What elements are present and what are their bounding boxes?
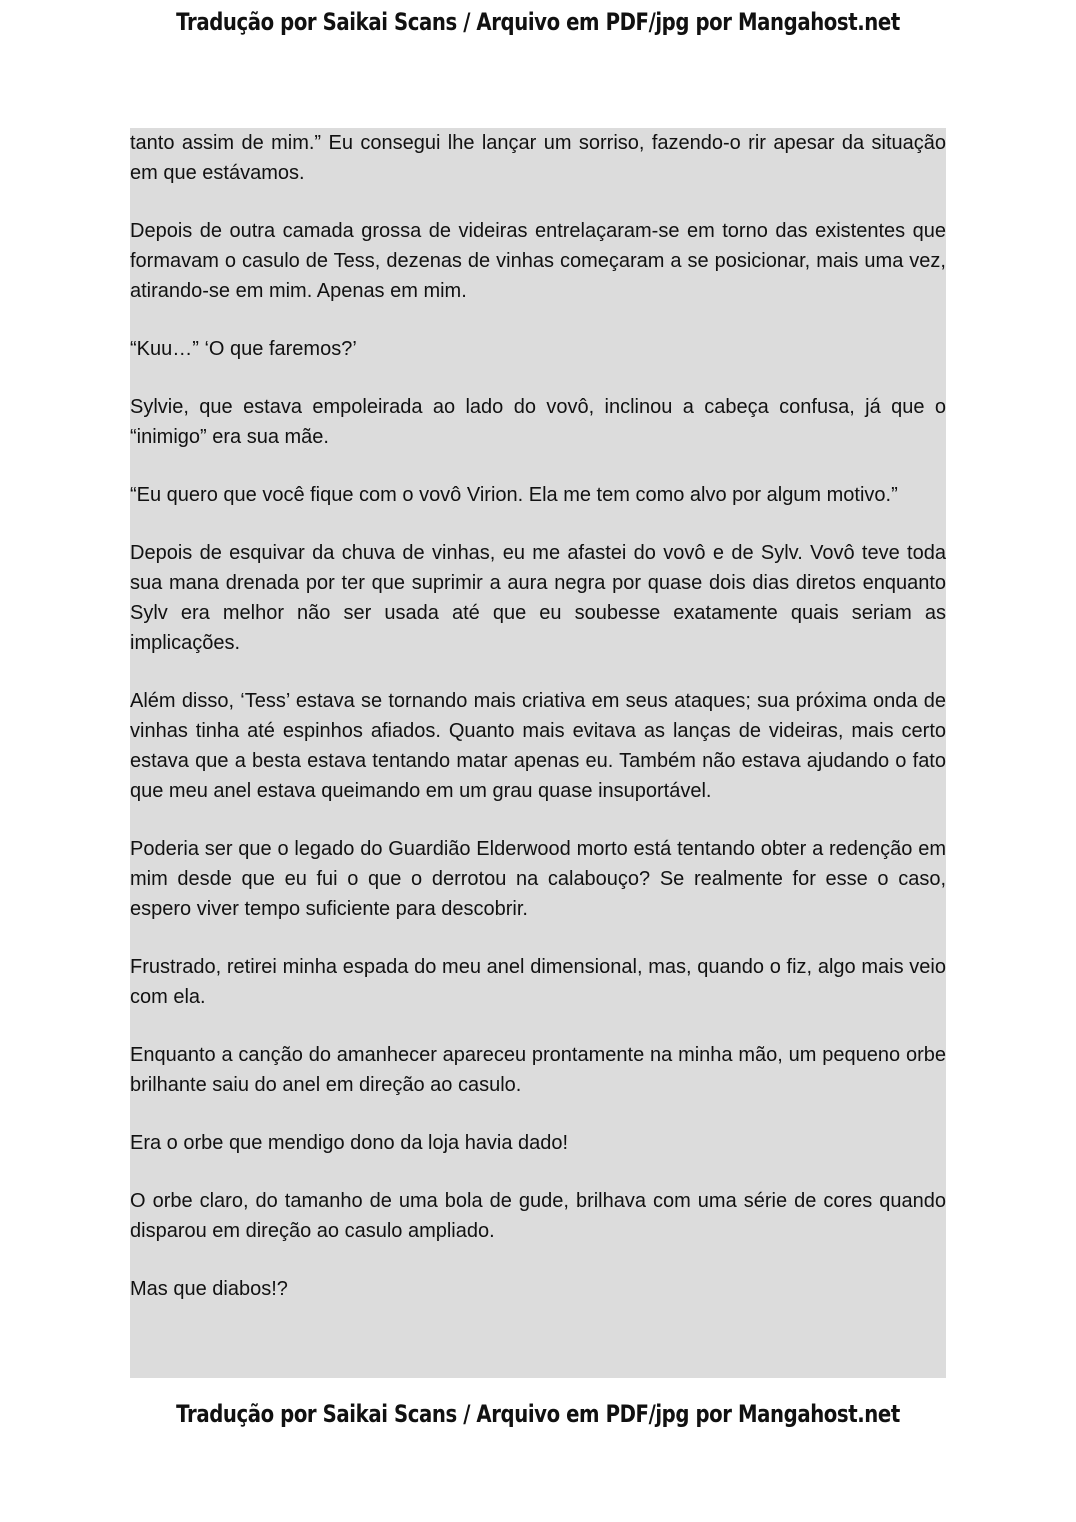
paragraph-7: Além disso, ‘Tess’ estava se tornando mais criativa em seus ataques; sua próxima onda de vinhas tinha até espinhos afiados. Quanto mais evitava as lanças de videiras, mais certo estava que a besta estava tentando matar apenas eu. Também não estava ajudando o fato que meu anel estava queimando em um grau quase insuportável. — [130, 690, 946, 802]
paragraph-1: tanto assim de mim.” Eu consegui lhe lançar um sorriso, fazendo-o rir apesar da situação em que estávamos. — [130, 132, 946, 184]
paragraph-11: Era o orbe que mendigo dono da loja havia dado! — [130, 1132, 569, 1154]
header-banner: Tradução por Saikai Scans / Arquivo em PDF/jpg por Mangahost.net — [176, 8, 900, 36]
paragraph-10: Enquanto a canção do amanhecer apareceu prontamente na minha mão, um pequeno orbe brilhante saiu do anel em direção ao casulo. — [130, 1044, 946, 1096]
paragraph-5: “Eu quero que você fique com o vovô Virion. Ela me tem como alvo por algum motivo.” — [130, 484, 898, 506]
paragraph-8: Poderia ser que o legado do Guardião Elderwood morto está tentando obter a redenção em mim desde que eu fui o que o derrotou na calabouço? Se realmente for esse o caso, espero viver tempo suficiente para descobrir. — [130, 838, 946, 920]
paragraph-2: Depois de outra camada grossa de videiras entrelaçaram-se em torno das existentes que formavam o casulo de Tess, dezenas de vinhas começaram a se posicionar, mais uma vez, atirando-se em mim. Apenas em mim. — [130, 220, 946, 302]
paragraph-3: “Kuu…” ‘O que faremos?’ — [130, 338, 357, 360]
paragraph-4: Sylvie, que estava empoleirada ao lado do vovô, inclinou a cabeça confusa, já que o “inimigo” era sua mãe. — [130, 396, 946, 448]
paragraph-9: Frustrado, retirei minha espada do meu anel dimensional, mas, quando o fiz, algo mais veio com ela. — [130, 956, 946, 1008]
paragraph-6: Depois de esquivar da chuva de vinhas, eu me afastei do vovô e de Sylv. Vovô teve toda sua mana drenada por ter que suprimir a aura negra por quase dois dias diretos enquanto Sylv era melhor não ser usada até que eu soubesse exatamente quais seriam as implicações. — [130, 542, 946, 654]
paragraph-13: Mas que diabos!? — [130, 1278, 288, 1300]
paragraph-12: O orbe claro, do tamanho de uma bola de gude, brilhava com uma série de cores quando disparou em direção ao casulo ampliado. — [130, 1190, 946, 1242]
page-body — [130, 128, 946, 1378]
footer-banner: Tradução por Saikai Scans / Arquivo em PDF/jpg por Mangahost.net — [176, 1400, 900, 1428]
